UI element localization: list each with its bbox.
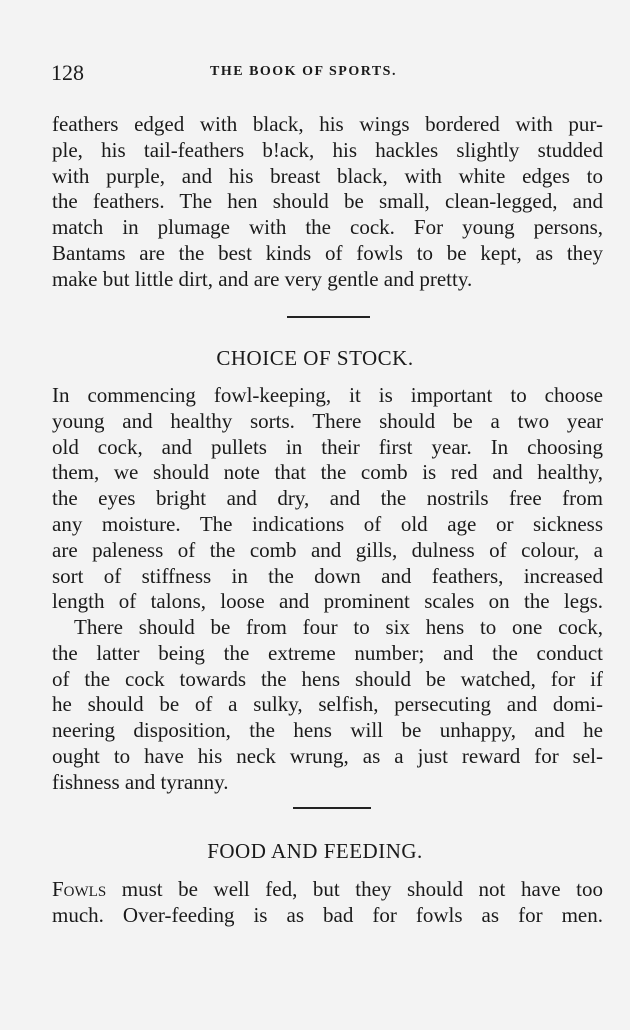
text-line: are paleness of the comb and gills, dulness of colour, a — [52, 537, 603, 562]
text-line: the latter being the extreme number; and the conduct — [52, 640, 603, 665]
text-line: fishness and tyranny. — [52, 769, 229, 794]
text-line: old cock, and pullets in their first year. In choosing — [52, 434, 603, 459]
paragraph-1 — [52, 112, 603, 293]
section-heading: CHOICE OF STOCK. — [216, 346, 414, 370]
text-line: the feathers. The hen should be small, clean-legged, and — [52, 189, 603, 214]
text-line: of the cock towards the hens should be watched, for if — [52, 666, 603, 691]
text-line: them, we should note that the comb is red and healthy, — [52, 460, 603, 485]
section-divider — [293, 807, 371, 809]
text-line: feathers edged with black, his wings bordered with pur- — [52, 112, 603, 136]
text-line: neering disposition, the hens will be unhappy, and he — [52, 718, 603, 743]
paragraph-3 — [52, 615, 603, 796]
text-line: young and healthy sorts. There should be a two year — [52, 408, 603, 433]
text-line: much. Over-feeding is as bad for fowls as for men. — [52, 902, 603, 927]
text-line: length of talons, loose and prominent scales on the legs. — [52, 589, 603, 614]
section-divider — [287, 316, 370, 318]
text-line: ple, his tail-feathers b!ack, his hackles slightly studded — [52, 137, 603, 162]
text-line: sort of stiffness in the down and feathers, increased — [52, 563, 603, 588]
text-line: match in plumage with the cock. For young persons, — [52, 215, 603, 240]
lead-word: Fowls — [52, 877, 107, 901]
text-line: make but little dirt, and are very gentle and pretty. — [52, 266, 473, 291]
text-line: There should be from four to six hens to one cock, — [74, 615, 603, 639]
paragraph-4 — [52, 877, 603, 929]
text-run: must be well fed, but they should not have too — [106, 877, 603, 901]
text-line: Bantams are the best kinds of fowls to be kept, as they — [52, 240, 603, 265]
section-heading: FOOD AND FEEDING. — [207, 839, 423, 863]
paragraph-2 — [52, 383, 603, 615]
page-number: 128 — [51, 60, 84, 85]
text-line: any moisture. The indications of old age or sickness — [52, 511, 603, 536]
text-line: In commencing fowl-keeping, it is important to choose — [52, 383, 603, 407]
text-line: he should be of a sulky, selfish, persecuting and domi- — [52, 692, 603, 717]
text-line: with purple, and his breast black, with white edges to — [52, 163, 603, 188]
running-head: THE BOOK OF SPORTS. — [210, 64, 397, 79]
text-line — [52, 877, 603, 903]
text-line: the eyes bright and dry, and the nostrils free from — [52, 486, 603, 511]
text-line: ought to have his neck wrung, as a just reward for sel- — [52, 743, 603, 768]
